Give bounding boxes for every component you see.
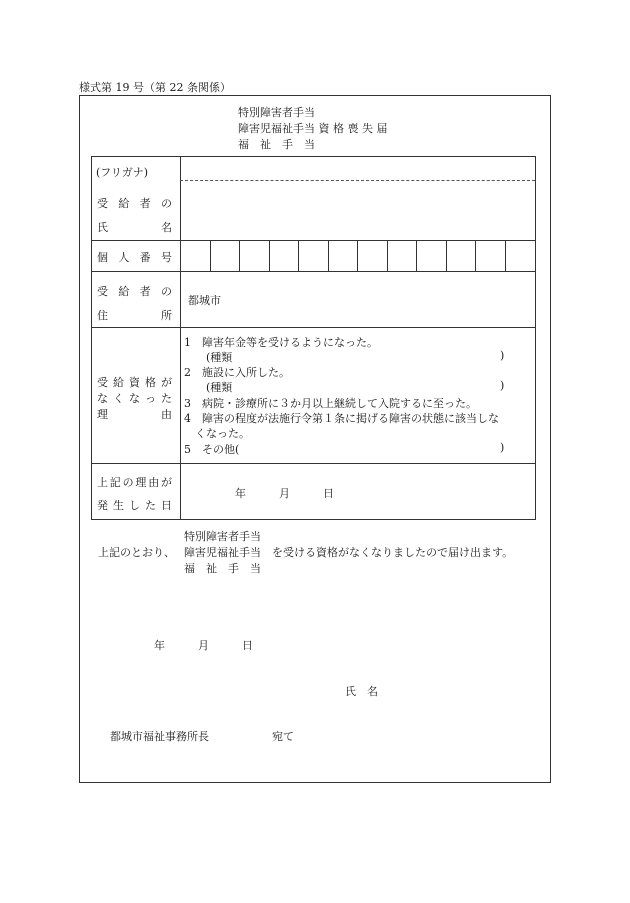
date-label-line2: 発 生 し た 日 <box>97 499 172 512</box>
mynumber-input[interactable] <box>181 241 535 271</box>
applicant-name-label: 氏 名 <box>345 685 378 698</box>
header-option-3: 福 祉 手 当 <box>238 138 315 151</box>
reason-label-line3: 理 由 <box>97 408 172 421</box>
declaration-option-2: 障害児福祉手当 <box>184 546 261 559</box>
reason-option-4-cont: くなった。 <box>195 427 250 440</box>
reason-label-line2: な く な っ た <box>97 392 172 405</box>
address-label-line2: 住 所 <box>97 309 172 322</box>
reason-option-2-type[interactable]: (種類 <box>206 381 233 394</box>
form-label: 様式第 19 号（第 22 条関係） <box>79 81 231 94</box>
name-label-line1: 受 給 者 の <box>97 197 172 210</box>
address-value[interactable]: 都城市 <box>188 294 221 307</box>
declaration-option-1: 特別障害者手当 <box>184 530 261 543</box>
recipient-office: 都城市福祉事務所長 <box>110 730 209 743</box>
reason-option-4[interactable]: 4 障害の程度が法施行令第１条に掲げる障害の状態に該当しな <box>184 412 499 425</box>
reason-option-5[interactable]: 5 その他( <box>184 443 240 456</box>
furigana-input[interactable] <box>181 157 535 180</box>
header-option-2-title: 障害児福祉手当 資 格 喪 失 届 <box>238 122 388 135</box>
name-label-line2: 氏 名 <box>97 221 172 234</box>
table-left-border <box>91 156 92 520</box>
declaration-option-3: 福 祉 手 当 <box>184 562 261 575</box>
table-bottom-border <box>91 519 536 520</box>
reason-label-line1: 受 給 資 格 が <box>97 376 172 389</box>
name-input[interactable] <box>181 181 535 240</box>
row-divider <box>91 463 536 464</box>
applicant-name-input[interactable] <box>385 678 535 700</box>
address-label-line1: 受 給 者 の <box>97 285 172 298</box>
date-label-line1: 上 記 の 理 由 が <box>97 476 172 489</box>
addressee-suffix: 宛て <box>272 730 294 743</box>
reason-option-1-close: ) <box>500 349 505 362</box>
reason-option-1-type[interactable]: (種類 <box>206 351 233 364</box>
row-divider <box>91 271 536 272</box>
table-right-border <box>535 156 536 520</box>
submission-date-field[interactable]: 年 月 日 <box>154 639 253 652</box>
reason-option-1[interactable]: 1 障害年金等を受けるようになった。 <box>184 336 378 349</box>
furigana-label: (フリガナ) <box>96 166 149 179</box>
header-option-1: 特別障害者手当 <box>238 106 315 119</box>
row-divider <box>91 327 536 328</box>
reason-option-5-close: ) <box>500 441 505 454</box>
occurrence-date-field[interactable]: 年 月 日 <box>235 487 334 500</box>
declaration-suffix: を受ける資格がなくなりましたので届け出ます。 <box>272 546 514 559</box>
reason-option-3[interactable]: 3 病院・診療所に３か月以上継続して入院するに至った。 <box>184 397 477 410</box>
reason-option-2-close: ) <box>500 379 505 392</box>
mynumber-label: 個 人 番 号 <box>97 251 172 264</box>
declaration-prefix: 上記のとおり、 <box>98 546 175 559</box>
reason-option-2[interactable]: 2 施設に入所した。 <box>184 366 290 379</box>
